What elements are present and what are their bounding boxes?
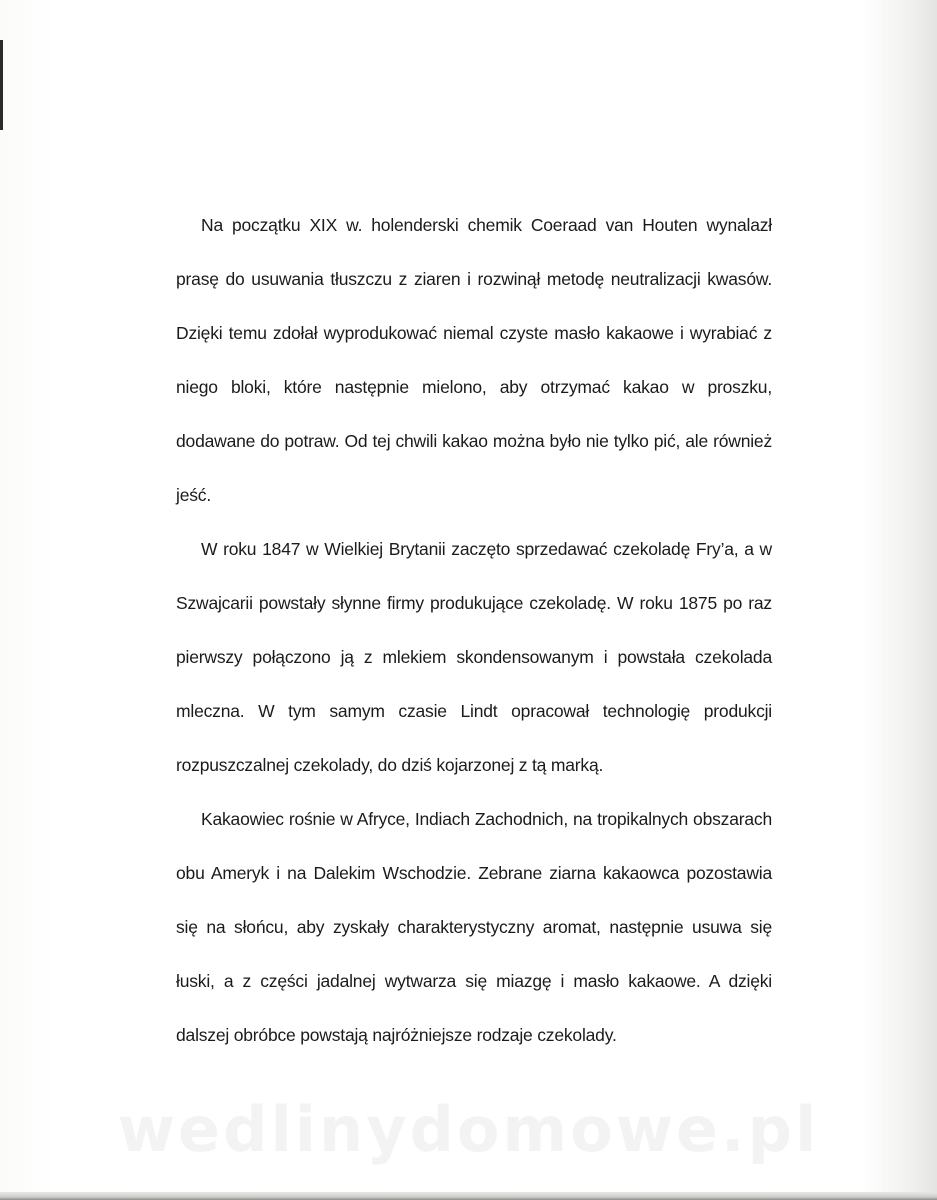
paragraph-3: Kakaowiec rośnie w Afryce, Indiach Zachodnich, na tropikalnych obszarach obu Ameryk i na Dalekim Wschodzie. Zebrane ziarna kakaowca pozostawia się na słońcu, aby zyskały charakterystyczny aromat, następnie usuwa się łuski, a z części jadalnej wytwarza się miazgę i masło kakaowe. A dzięki dalszej obróbce powstają najróżniejsze rodzaje czekolady. — [176, 809, 772, 1045]
page-edge-shadow — [0, 40, 3, 130]
watermark: wedlinydomowe.pl — [117, 1093, 820, 1166]
paragraph-2: W roku 1847 w Wielkiej Brytanii zaczęto sprzedawać czekoladę Fry’a, a w Szwajcarii powstały słynne firmy produkujące czekoladę. W roku 1875 po raz pierwszy połączono ją z mlekiem skondensowanym i powstała czekolada mleczna. W tym samym czasie Lindt opracował technologię produkcji rozpuszczalnej czekolady, do dziś kojarzonej z tą marką. — [176, 539, 772, 775]
body-text — [176, 198, 772, 1062]
paragraph-1: Na początku XIX w. holenderski chemik Coeraad van Houten wynalazł prasę do usuwania tłuszczu z ziaren i rozwinął metodę neutralizacji kwasów. Dzięki temu zdołał wyprodukować niemal czyste masło kakaowe i wyrabiać z niego bloki, które następnie mielono, aby otrzymać kakao w proszku, dodawane do potraw. Od tej chwili kakao można było nie tylko pić, ale również jeść. — [176, 215, 772, 505]
scan-bottom-edge — [0, 1192, 937, 1200]
